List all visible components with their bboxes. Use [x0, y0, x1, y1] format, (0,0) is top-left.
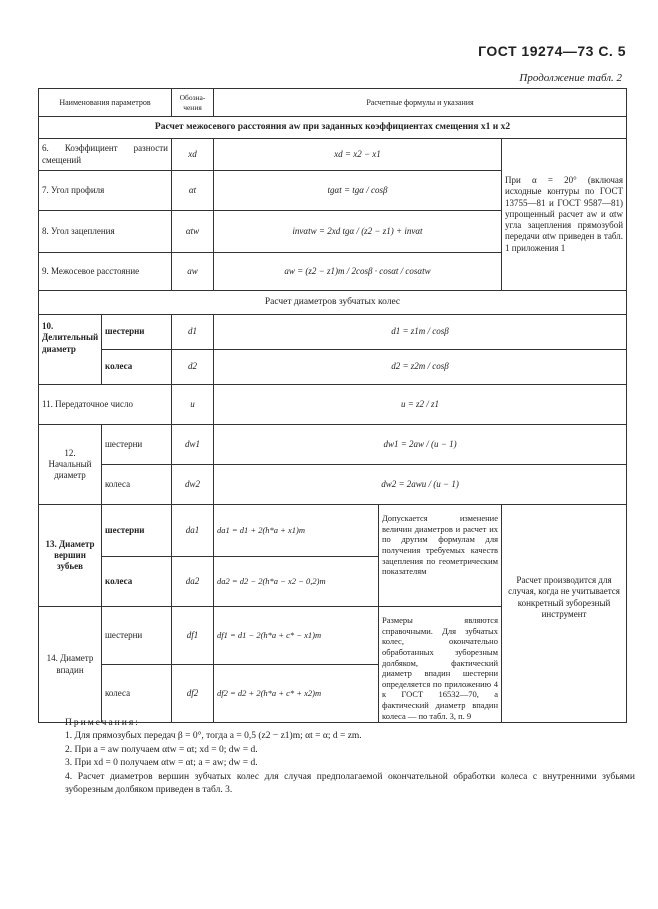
param-formula: dw2 = 2awu / (u − 1) — [214, 465, 627, 505]
param-name: 14. Диаметр впадин — [39, 607, 102, 723]
param-formula: tgαt = tgα / cosβ — [214, 171, 502, 211]
section-title-diameters: Расчет диаметров зубчатых колес — [39, 291, 627, 315]
param-symbol: αt — [172, 171, 214, 211]
note-calc-case: Расчет производится для случая, когда не учитывается конкретный зуборезный инструмент — [502, 505, 627, 723]
param-symbol: df1 — [172, 607, 214, 665]
document-header: ГОСТ 19274—73 С. 5 — [478, 43, 626, 59]
param-name: 8. Угол зацепления — [39, 211, 172, 253]
param-subname: колеса — [102, 350, 172, 385]
col-header-formula: Расчетные формулы и указания — [214, 89, 627, 117]
param-subname: колеса — [102, 557, 172, 607]
col-header-symbol: Обозна- чения — [172, 89, 214, 117]
param-name: 12. Начальный диаметр — [39, 425, 102, 505]
param-name: 9. Межосевое расстояние — [39, 253, 172, 291]
table-continuation-label: Продолжение табл. 2 — [519, 72, 622, 84]
param-subname: шестерни — [102, 505, 172, 557]
section-title-center-distance: Расчет межосевого расстояния aw при заданных коэффициентах смещения x1 и x2 — [39, 117, 627, 139]
param-symbol: da2 — [172, 557, 214, 607]
param-subname: шестерни — [102, 425, 172, 465]
param-symbol: d1 — [172, 315, 214, 350]
param-symbol: u — [172, 385, 214, 425]
param-formula: dw1 = 2aw / (u − 1) — [214, 425, 627, 465]
note-item: 2. При a = aw получаем αtw = αt; xd = 0; dw = d. — [65, 744, 258, 755]
param-formula: u = z2 / z1 — [214, 385, 627, 425]
param-formula: d2 = z2m / cosβ — [214, 350, 627, 385]
table-notes — [65, 717, 635, 798]
note-item: 4. Расчет диаметров вершин зубчатых колес для случая предполагаемой окончательной обработки колеса с внутренними зубьями зуборезным долбяком приведен в табл. 3. — [65, 771, 635, 796]
param-subname: колеса — [102, 465, 172, 505]
param-formula: xd = x2 − x1 — [214, 139, 502, 171]
note-simplified-calc: При α = 20° (включая исходные контуры по ГОСТ 13755—81 и ГОСТ 9587—81) упрощенный расчет aw и αtw угла зацепления прямозубой передачи αtw приведен в табл. 1 приложения 1 — [502, 139, 627, 291]
param-symbol: xd — [172, 139, 214, 171]
param-name: 10. Делительный диаметр — [39, 315, 102, 385]
param-subname: колеса — [102, 665, 172, 723]
notes-title: Примечания: — [65, 718, 140, 728]
param-formula: da1 = d1 + 2(h*a + x1)m — [214, 505, 379, 557]
param-name: 11. Передаточное число — [39, 385, 172, 425]
param-name: 7. Угол профиля — [39, 171, 172, 211]
param-symbol: dw1 — [172, 425, 214, 465]
note-tip-diameter: Допускается изменение величин диаметров и расчет их по другим формулам для получения требуемых качеств зацепления по геометрическим показателям — [379, 505, 502, 607]
param-formula: df2 = d2 + 2(h*a + c* + x2)m — [214, 665, 379, 723]
note-root-diameter: Размеры являются справочными. Для зубчатых колес, окончательно обработанных зуборезным долбяком, фактический диаметр впадин шестерни определяется по приложению 4 к ГОСТ 16532—70, а фактический диаметр впадин колеса — по табл. 3, п. 9 — [379, 607, 502, 723]
param-formula: da2 = d2 − 2(h*a − x2 − 0,2)m — [214, 557, 379, 607]
col-header-name: Наименования параметров — [39, 89, 172, 117]
note-item: 1. Для прямозубых передач β = 0°, тогда a = 0,5 (z2 − z1)m; αt = α; d = zm. — [65, 731, 362, 742]
param-formula: aw = (z2 − z1)m / 2cosβ · cosαt / cosαtw — [214, 253, 502, 291]
param-subname: шестерни — [102, 315, 172, 350]
param-formula: d1 = z1m / cosβ — [214, 315, 627, 350]
param-symbol: αtw — [172, 211, 214, 253]
param-symbol: df2 — [172, 665, 214, 723]
param-name: 6. Коэффициент разности смещений — [39, 139, 172, 171]
param-formula: invαtw = 2xd tgα / (z2 − z1) + invαt — [214, 211, 502, 253]
note-item: 3. При xd = 0 получаем αtw = αt; a = aw; dw = d. — [65, 758, 258, 769]
parameters-table — [38, 88, 627, 723]
param-symbol: d2 — [172, 350, 214, 385]
param-symbol: aw — [172, 253, 214, 291]
param-symbol: da1 — [172, 505, 214, 557]
param-subname: шестерни — [102, 607, 172, 665]
param-name: 13. Диаметр вершин зубьев — [39, 505, 102, 607]
param-symbol: dw2 — [172, 465, 214, 505]
param-formula: df1 = d1 − 2(h*a + c* − x1)m — [214, 607, 379, 665]
